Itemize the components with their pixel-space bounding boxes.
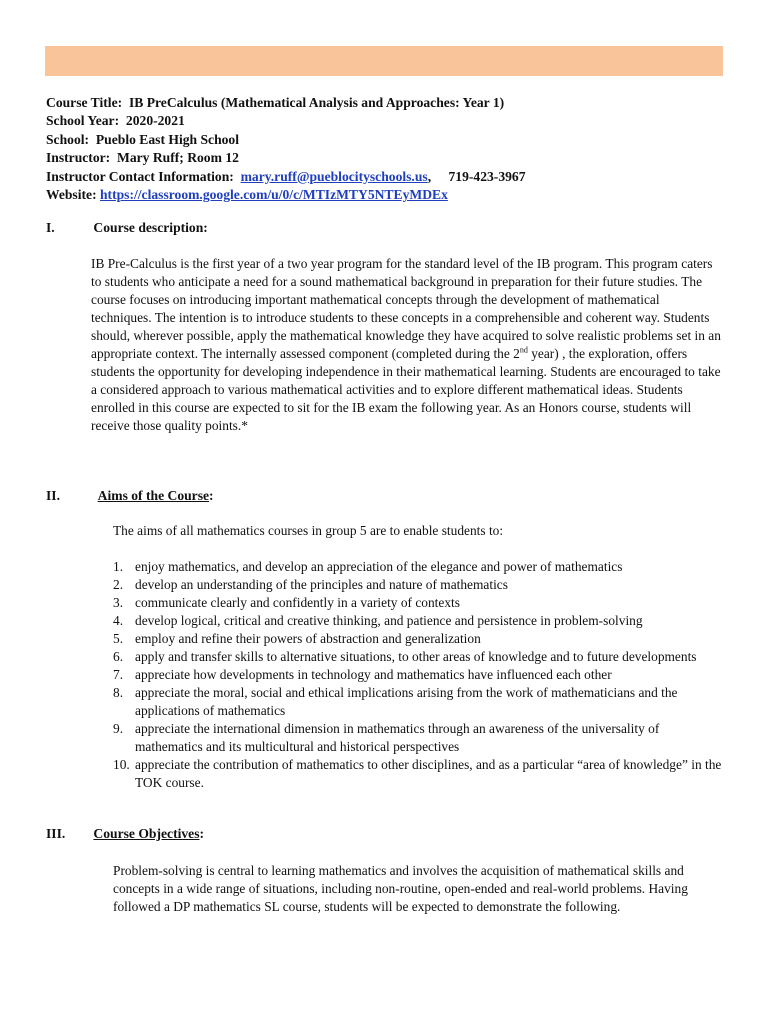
email-link[interactable]: mary.ruff@pueblocityschools.us xyxy=(240,168,428,184)
aims-list xyxy=(113,558,725,792)
school-line xyxy=(46,131,726,149)
instructor-name: Mary Ruff; Room 12 xyxy=(116,150,239,166)
course-title-label: Course Title: xyxy=(46,95,123,110)
section-1-number: I. xyxy=(46,220,55,235)
section-2-number: II. xyxy=(46,488,60,503)
contact-line: Instructor Contact Information: mary.ruff@pueblocityschools.us, 719-423-3967 xyxy=(46,168,526,184)
section-2-heading xyxy=(46,488,214,504)
course-title: IB PreCalculus (Mathematical Analysis and Approaches: Year 1) xyxy=(128,95,505,110)
section-2-colon: : xyxy=(209,488,214,503)
list-item: 1. enjoy mathematics, and develop an appreciation of the elegance and power of mathematics xyxy=(113,559,623,574)
phone-number: 719-423-3967 xyxy=(448,168,526,184)
school-label: School: xyxy=(46,131,90,147)
instructor-label: Instructor: xyxy=(46,150,111,166)
school-year-line xyxy=(46,112,726,130)
contact-label: Instructor Contact Information: xyxy=(46,168,234,184)
course-info xyxy=(46,94,726,204)
header-banner xyxy=(45,46,723,76)
aims-intro: The aims of all mathematics courses in group 5 are to enable students to: xyxy=(113,523,504,538)
section-2-title: Aims of the Course xyxy=(97,488,210,503)
course-title-line xyxy=(46,94,726,112)
course-objectives-text: Problem-solving is central to learning mathematics and involves the acquisition of mathematical skills and concepts in a wide range of situations, including non-routine, open-ended and real-world problems. Having followed a DP mathematics SL course, students will be expected to demonstrate the following. xyxy=(113,863,688,914)
list-item: 10. appreciate the contribution of mathematics to other disciplines, and as a particular “area of knowledge” in the TOK course. xyxy=(113,757,722,790)
list-item: 2. develop an understanding of the principles and nature of mathematics xyxy=(113,577,508,592)
school-year: 2020-2021 xyxy=(125,113,185,129)
list-item: 6. apply and transfer skills to alternative situations, to other areas of knowledge and to future developments xyxy=(113,649,697,664)
section-3-title: Course Objectives xyxy=(93,826,200,841)
course-description-text-a: IB Pre-Calculus is the first year of a two year program for the standard level of the IB program. This program caters to students who anticipate a need for a sound mathematical background in preparation for their future studies. The course focuses on introducing important mathematical concepts through the development of mathematical techniques. The intention is to introduce students to these concepts in a comprehensible and coherent way. Students should, wherever possible, apply the mathematical knowledge they have acquired to solve realistic problems set in an appropriate context. The internally assessed component (completed during the 2 xyxy=(91,256,721,361)
website-label: Website: xyxy=(46,187,97,203)
list-item: 4. develop logical, critical and creative thinking, and patience and persistence in problem-solving xyxy=(113,613,643,628)
course-description xyxy=(91,255,723,435)
list-item: 3. communicate clearly and confidently in a variety of contexts xyxy=(113,595,460,610)
website-link[interactable]: https://classroom.google.com/u/0/c/MTIzMTY5NTEyMDEx xyxy=(100,187,448,203)
section-3-colon: : xyxy=(199,826,205,841)
section-1-heading xyxy=(46,220,208,236)
list-item: 5. employ and refine their powers of abstraction and generalization xyxy=(113,631,481,646)
course-description-text-b: year) , the exploration, offers students the opportunity for developing independence in their mathematical learning. Students are encouraged to take a considered approach to various mathematical activities and to explore different mathematical ideas. Students enrolled in this course are expected to sit for the IB exam the following year. As an Honors course, students will receive those quality points.* xyxy=(91,346,721,433)
section-3-number: III. xyxy=(46,826,66,841)
list-item: 9. appreciate the international dimension in mathematics through an awareness of the universality of mathematics and its multicultural and historical perspectives xyxy=(113,721,660,754)
list-item: 8. appreciate the moral, social and ethical implications arising from the work of mathematicians and the applications of mathematics xyxy=(113,685,678,718)
list-item: 7. appreciate how developments in technology and mathematics have influenced each other xyxy=(113,667,612,682)
school-name: Pueblo East High School xyxy=(95,131,239,147)
instructor-line xyxy=(46,149,726,167)
website-line xyxy=(46,186,726,204)
ordinal-suffix: nd xyxy=(519,345,528,355)
school-year-label: School Year: xyxy=(46,113,120,129)
section-3-heading xyxy=(46,826,204,842)
section-1-title: Course description: xyxy=(93,220,208,235)
